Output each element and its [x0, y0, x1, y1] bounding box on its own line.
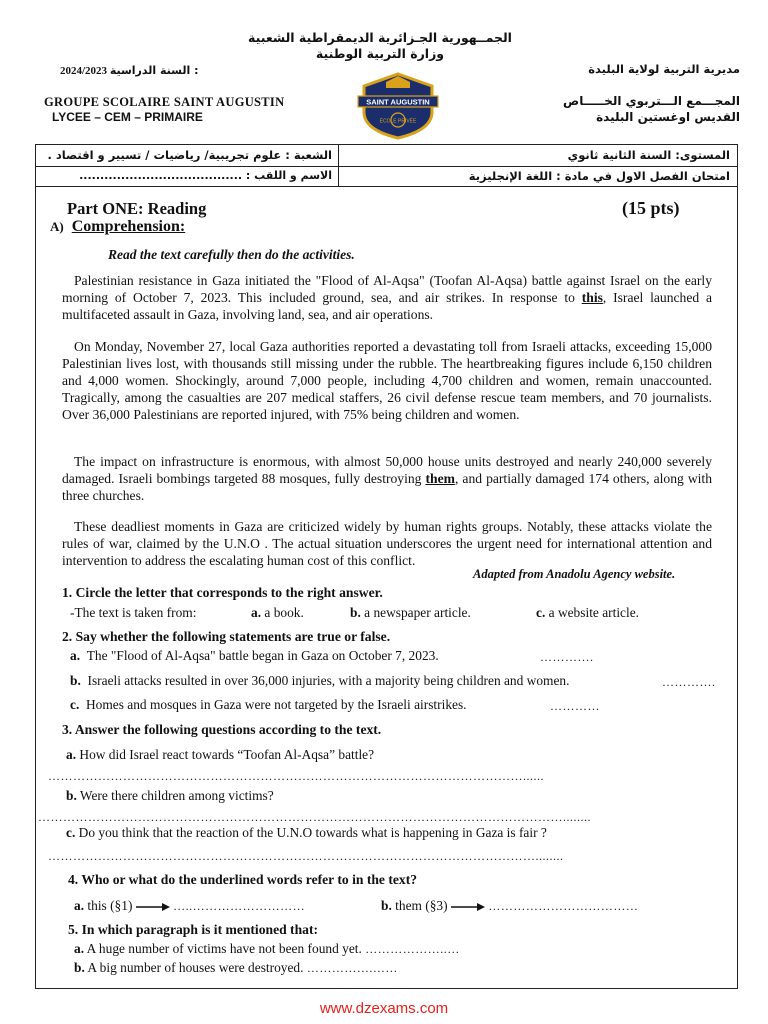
- q3-answer-line-b[interactable]: ………………………………………………………………………………………………………………........: [38, 810, 591, 824]
- table-row-divider: [35, 166, 738, 167]
- paragraph-4: These deadliest moments in Gaza are criticized widely by human rights groups. Notably, these attacks violate the rules of war, claimed by the U.N.O . The actual situation underscores the urgent need for international attention and intervention to address the escalating human cost of this conflict.: [62, 519, 712, 568]
- q5-item-b: b. A big number of houses were destroyed. …………….……: [74, 960, 398, 975]
- section-letter: A): [50, 219, 64, 234]
- q1-option-a[interactable]: a. a book.: [251, 605, 304, 620]
- school-year-label: السنة الدراسية :: [109, 64, 199, 77]
- source-citation: Adapted from Anadolu Agency website.: [473, 567, 676, 581]
- q5-answer-b[interactable]: …………….……: [306, 961, 398, 975]
- q3-answer-line-c[interactable]: ………………………………………………………………………………………………………........: [48, 849, 564, 863]
- q1-stem: -The text is taken from:: [70, 605, 197, 620]
- paragraph-2: On Monday, November 27, local Gaza authorities reported a devastating toll from Israeli attacks, exceeding 15,000 Palestinian lives lost, with thousands still missing under the rubble. The heartbreaking figures include 6,150 children and 4,000 women. Shockingly, around 7,000 people, including 4,700 children and women, remain unaccounted. Tragically, among the casualties are 207 medical staffers, 26 civil defense rescue team members, and 70 journalists. Over 36,000 Palestinians are reported injured, with 75% being children and women.: [62, 339, 712, 422]
- level-cell: المستوى: السنة الثانية ثانوي: [567, 148, 730, 162]
- school-year: [60, 64, 198, 77]
- school-logo: [356, 72, 440, 140]
- branch-cell: الشعبة : علوم تجريبية/ رياضيات / تسيير و اقتصاد .: [47, 148, 332, 162]
- complex-name: المجـــمع الـــتربوي الخـــــاص: [563, 94, 740, 108]
- logo-banner-text: SAINT AUGUSTIN: [366, 97, 430, 107]
- part-title: Part ONE: Reading: [67, 199, 207, 218]
- school-year-value: 2024/2023: [60, 65, 108, 77]
- footer-website-link[interactable]: www.dzexams.com: [319, 1000, 449, 1017]
- q1-title: 1. Circle the letter that corresponds to the right answer.: [62, 585, 383, 600]
- q3-answer-line-a[interactable]: ……………………………………………………………………………………………………......: [48, 769, 544, 783]
- directorate: مديرية التربية لولاية البليدة: [588, 62, 740, 76]
- q2-answer-c[interactable]: …………: [550, 699, 600, 713]
- exam-cell: امتحان الفصل الاول في مادة : اللغة الإنجليزية: [468, 169, 730, 183]
- saint-name: القديس اوغستين البليدة: [596, 110, 740, 124]
- q2-answer-a[interactable]: ………….: [540, 650, 594, 664]
- q4-title: 4. Who or what do the underlined words refer to in the text?: [68, 872, 418, 887]
- part-points: (15 pts): [622, 198, 680, 218]
- q3-title: 3. Answer the following questions according to the text.: [62, 722, 382, 737]
- q2-statement-a: a. The "Flood of Al-Aqsa" battle began in Gaza on October 7, 2023.: [70, 648, 439, 663]
- q2-title: 2. Say whether the following statements are true or false.: [62, 629, 391, 644]
- q2-statement-c: c. Homes and mosques in Gaza were not targeted by the Israeli airstrikes.: [70, 697, 467, 712]
- q2-answer-b[interactable]: ………….: [662, 675, 716, 689]
- q1-option-c[interactable]: c. a website article.: [536, 605, 639, 620]
- table-bottom-border: [35, 186, 738, 187]
- school-levels: LYCEE – CEM – PRIMAIRE: [52, 110, 203, 124]
- school-name: GROUPE SCOLAIRE SAINT AUGUSTIN: [44, 95, 285, 109]
- q3-question-c: c. Do you think that the reaction of the U.N.O towards what is happening in Gaza is fair ?: [66, 825, 547, 840]
- q4-answer-a[interactable]: …..………………………: [173, 899, 306, 913]
- underlined-word-them: them: [425, 471, 455, 486]
- underlined-word-this: this: [581, 290, 603, 305]
- section-title: Comprehension:: [71, 218, 186, 235]
- table-column-divider: [338, 144, 339, 186]
- q4-item-a: a. this (§1) …..………………………: [74, 898, 306, 913]
- ministry-title: وزارة التربية الوطنية: [315, 46, 445, 61]
- q4-item-b: b. them (§3) ………………………………: [381, 898, 639, 913]
- arrow-right-icon: [451, 902, 485, 912]
- name-cell[interactable]: الاسم و اللقب : .......................................: [79, 169, 332, 182]
- section-heading: [50, 218, 185, 236]
- q4-answer-b[interactable]: ………………………………: [488, 899, 639, 913]
- logo-sub-text: ÉCOLE PRIVÉE: [379, 118, 417, 125]
- republic-title: الجمــهورية الجـزائرية الديمقراطية الشعبية: [248, 30, 512, 45]
- q5-title: 5. In which paragraph is it mentioned that:: [68, 922, 318, 937]
- q1-option-b[interactable]: b. a newspaper article.: [350, 605, 471, 620]
- instruction: Read the text carefully then do the activities.: [108, 247, 355, 262]
- q5-answer-a[interactable]: ………………..…: [365, 942, 460, 956]
- paragraph-1: Palestinian resistance in Gaza initiated the "Flood of Al-Aqsa" (Toofan Al-Aqsa) battle against Israel on the early morning of October 7, 2023. This included ground, sea, and air strikes. In response to this, Israel launched a multifaceted assault in Gaza, involving land, sea, and air operations.: [62, 273, 712, 322]
- paragraph-3: The impact on infrastructure is enormous, with almost 50,000 house units destroyed and nearly 240,000 severely damaged. Israeli bombings targeted 88 mosques, fully destroying them, and partially damaged 174 others, along with three churches.: [62, 454, 712, 503]
- q3-question-a: a. How did Israel react towards “Toofan Al-Aqsa” battle?: [66, 747, 375, 762]
- arrow-right-icon: [136, 902, 170, 912]
- q3-question-b: b. Were there children among victims?: [66, 788, 274, 803]
- q2-statement-b: b. Israeli attacks resulted in over 36,000 injuries, with a majority being children and women.: [70, 673, 570, 688]
- q5-item-a: a. A huge number of victims have not been found yet. ………………..…: [74, 941, 460, 956]
